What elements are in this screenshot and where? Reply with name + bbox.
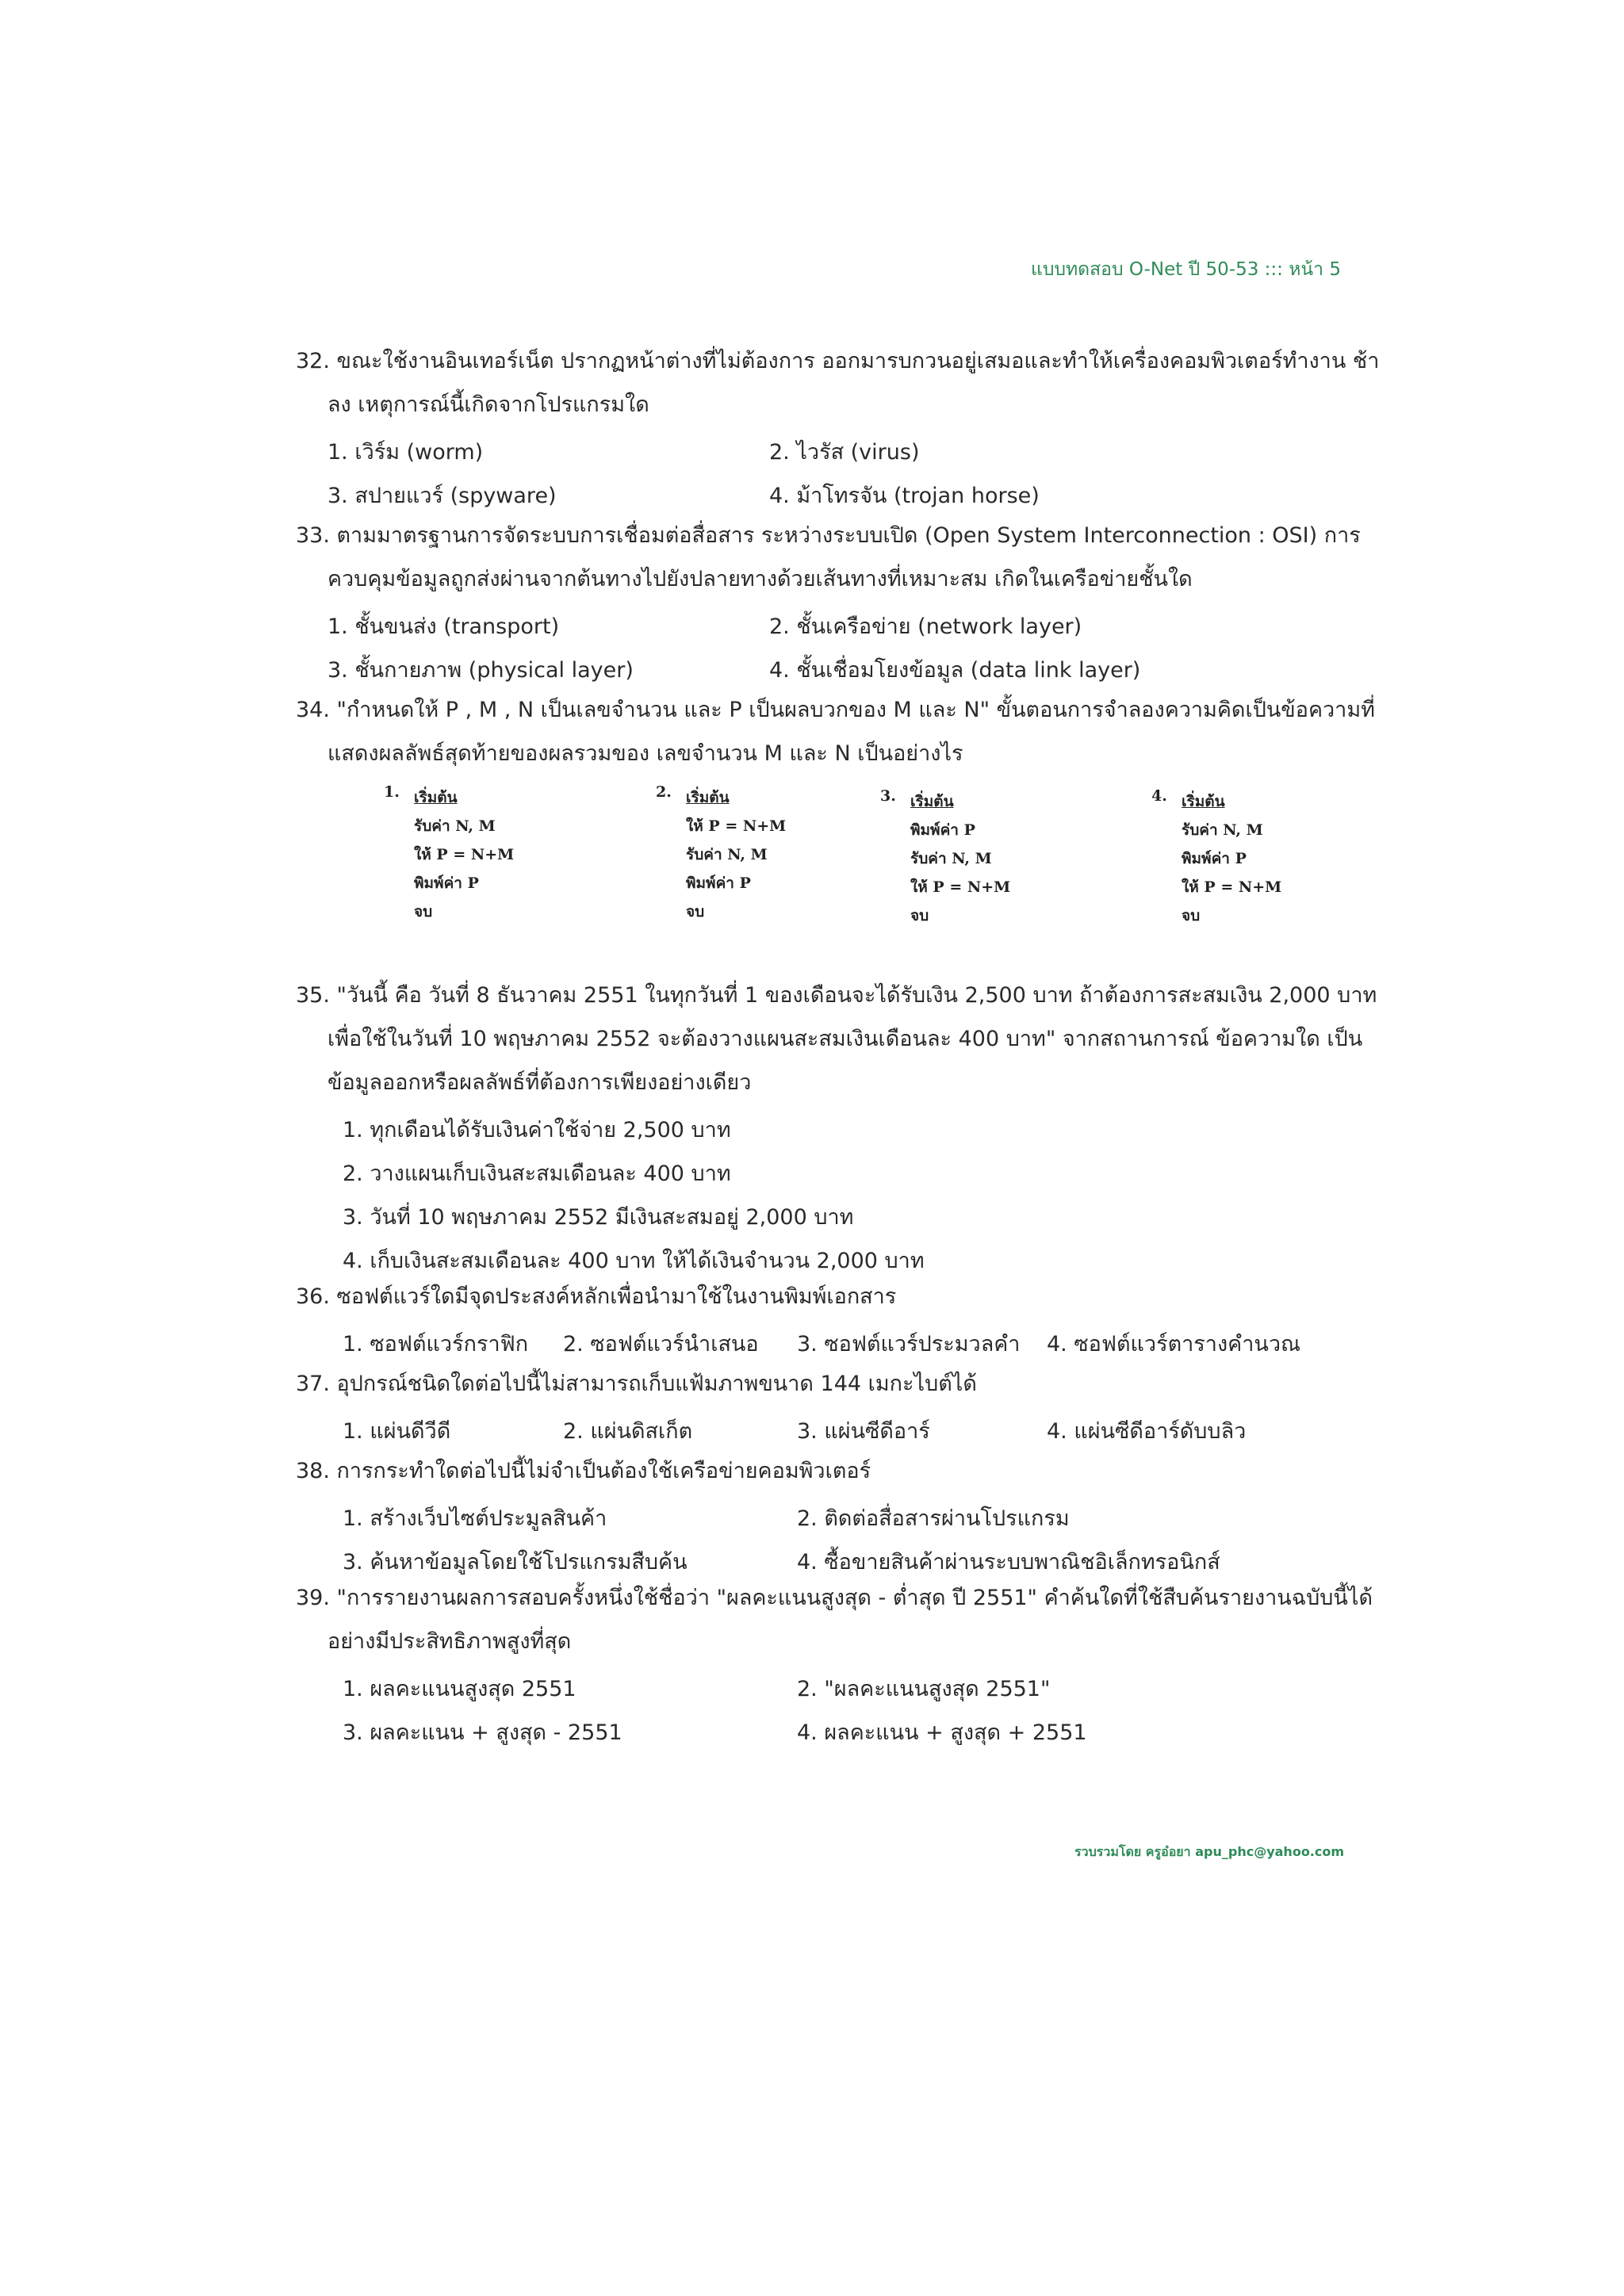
flowchart-step: รับค่า N, M — [910, 850, 992, 867]
page-header: แบบทดสอบ O-Net ปี 50-53 ::: หน้า 5 — [1031, 259, 1341, 280]
question-39 — [296, 1576, 1373, 1663]
question-32-option-1: 1. เวิร์ม (worm) — [327, 440, 484, 465]
flowchart-step: จบ — [910, 907, 929, 924]
flowchart-step: พิมพ์ค่า P — [414, 874, 479, 892]
question-39-line-1: 39. "การรายงานผลการสอบครั้งหนึ่งใช้ชื่อว่า "ผลคะแนนสูงสุด - ต่ำสุด ปี 2551" คำค้นใดที่ใช้สืบค้นรายงานฉบับนี้ได้ — [296, 1586, 1373, 1610]
flowchart-step: ให้ P = N+M — [1182, 878, 1282, 896]
question-39-option-4: 4. ผลคะแนน + สูงสุด + 2551 — [797, 1720, 1087, 1745]
flowchart-option-1 — [384, 783, 515, 926]
flowchart-step: รับค่า N, M — [1182, 821, 1263, 839]
question-37-option-3: 3. แผ่นซีดีอาร์ — [797, 1419, 930, 1444]
question-33-option-2: 2. ชั้นเครือข่าย (network layer) — [769, 614, 1082, 639]
flowchart-step: เริ่มต้น — [686, 789, 730, 806]
page-footer: รวบรวมโดย ครูอ๋อยา apu_phc@yahoo.com — [1074, 1844, 1345, 1859]
question-33-line-1: 33. ตามมาตรฐานการจัดระบบการเชื่อมต่อสื่อสาร ระหว่างระบบเปิด (Open System Interconnection : OSI) การ — [296, 523, 1361, 548]
flowchart-step: พิมพ์ค่า P — [910, 821, 975, 839]
question-32-option-2: 2. ไวรัส (virus) — [769, 440, 920, 465]
question-39-option-2: 2. "ผลคะแนนสูงสุด 2551" — [797, 1677, 1051, 1701]
question-35-option-3: 3. วันที่ 10 พฤษภาคม 2552 มีเงินสะสมอยู่ 2,000 บาท — [343, 1205, 854, 1230]
question-35-option-2: 2. วางแผนเก็บเงินสะสมเดือนละ 400 บาท — [343, 1161, 731, 1186]
flowchart-step: เริ่มต้น — [1182, 793, 1225, 810]
flowchart-step: เริ่มต้น — [910, 793, 954, 810]
question-37 — [296, 1362, 1327, 1406]
question-32-line-2: ลง เหตุการณ์นี้เกิดจากโปรแกรมใด — [327, 392, 649, 417]
question-32-option-3: 3. สปายแวร์ (spyware) — [327, 484, 557, 508]
flowchart-step: ให้ P = N+M — [910, 878, 1011, 896]
question-38-option-3: 3. ค้นหาข้อมูลโดยใช้โปรแกรมสืบค้น — [343, 1550, 688, 1575]
flowchart-step: ให้ P = N+M — [686, 817, 787, 835]
flowchart-step: รับค่า N, M — [686, 846, 768, 863]
question-35-line-3: ข้อมูลออกหรือผลลัพธ์ที่ต้องการเพียงอย่างเดียว — [327, 1070, 752, 1095]
question-39-option-3: 3. ผลคะแนน + สูงสุด - 2551 — [343, 1720, 622, 1745]
question-35-option-4: 4. เก็บเงินสะสมเดือนละ 400 บาท ให้ได้เงินจำนวน 2,000 บาท — [343, 1249, 925, 1273]
question-38-line-1: 38. การกระทำใดต่อไปนี้ไม่จำเป็นต้องใช้เครือข่ายคอมพิวเตอร์ — [296, 1459, 871, 1483]
question-34-line-1: 34. "กำหนดให้ P , M , N เป็นเลขจำนวน และ P เป็นผลบวกของ M และ N" ขั้นตอนการจำลองความคิดเป็นข้อความที่ — [296, 698, 1375, 722]
flowchart-step: พิมพ์ค่า P — [1182, 850, 1247, 867]
flowchart-option-3-number: 3. — [880, 787, 896, 805]
question-32-line-1: 32. ขณะใช้งานอินเทอร์เน็ต ปรากฏหน้าต่างที่ไม่ต้องการ ออกมารบกวนอยู่เสมอและทำให้เครื่องคอมพิวเตอร์ทำงาน ช้า — [296, 349, 1380, 373]
question-37-option-1: 1. แผ่นดีวีดี — [343, 1419, 451, 1444]
flowchart-option-1-number: 1. — [384, 783, 400, 801]
question-35 — [296, 974, 1377, 1104]
flowchart-step: ให้ P = N+M — [414, 846, 515, 863]
flowchart-option-3 — [880, 787, 1011, 930]
question-36-option-3: 3. ซอฟต์แวร์ประมวลคำ — [797, 1332, 1021, 1357]
question-33 — [296, 514, 1361, 601]
question-33-option-3: 3. ชั้นกายภาพ (physical layer) — [327, 658, 634, 683]
question-35-line-2: เพื่อใช้ในวันที่ 10 พฤษภาคม 2552 จะต้องวางแผนสะสมเงินเดือนละ 400 บาท" จากสถานการณ์ ข้อความใด เป็น — [327, 1027, 1363, 1051]
flowchart-step: จบ — [414, 903, 433, 920]
question-37-option-2: 2. แผ่นดิสเก็ต — [563, 1419, 693, 1444]
question-34 — [296, 688, 1375, 775]
question-39-option-1: 1. ผลคะแนนสูงสุด 2551 — [343, 1677, 576, 1701]
question-38 — [296, 1449, 1327, 1493]
question-33-option-4: 4. ชั้นเชื่อมโยงข้อมูล (data link layer) — [769, 658, 1141, 683]
question-39-line-2: อย่างมีประสิทธิภาพสูงที่สุด — [327, 1629, 572, 1654]
flowchart-step: รับค่า N, M — [414, 817, 496, 835]
question-35-line-1: 35. "วันนี้ คือ วันที่ 8 ธันวาคม 2551 ในทุกวันที่ 1 ของเดือนจะได้รับเงิน 2,500 บาท ถ้าต้องการสะสมเงิน 2,000 บาท — [296, 983, 1377, 1008]
question-32-option-4: 4. ม้าโทรจัน (trojan horse) — [769, 484, 1040, 508]
flowchart-option-2-number: 2. — [656, 783, 672, 801]
flowchart-step: จบ — [1182, 907, 1201, 924]
question-32 — [296, 339, 1380, 427]
question-37-option-4: 4. แผ่นซีดีอาร์ดับบลิว — [1047, 1419, 1247, 1444]
flowchart-option-4-number: 4. — [1151, 787, 1167, 805]
flowchart-step: เริ่มต้น — [414, 789, 458, 806]
question-37-line-1: 37. อุปกรณ์ชนิดใดต่อไปนี้ไม่สามารถเก็บแฟ้มภาพขนาด 144 เมกะไบต์ได้ — [296, 1372, 977, 1396]
flowchart-option-2 — [656, 783, 787, 926]
question-38-option-1: 1. สร้างเว็บไซต์ประมูลสินค้า — [343, 1506, 607, 1531]
question-36-option-4: 4. ซอฟต์แวร์ตารางคำนวณ — [1047, 1332, 1301, 1357]
flowchart-step: พิมพ์ค่า P — [686, 874, 751, 892]
flowchart-step: จบ — [686, 903, 705, 920]
question-36-line-1: 36. ซอฟต์แวร์ใดมีจุดประสงค์หลักเพื่อนำมาใช้ในงานพิมพ์เอกสาร — [296, 1284, 897, 1309]
question-35-option-1: 1. ทุกเดือนได้รับเงินค่าใช้จ่าย 2,500 บาท — [343, 1118, 731, 1142]
question-34-line-2: แสดงผลลัพธ์สุดท้ายของผลรวมของ เลขจำนวน M และ N เป็นอย่างไร — [327, 741, 963, 766]
question-36-option-2: 2. ซอฟต์แวร์นำเสนอ — [563, 1332, 759, 1357]
flowchart-option-4 — [1151, 787, 1282, 930]
question-38-option-4: 4. ซื้อขายสินค้าผ่านระบบพาณิชอิเล็กทรอนิกส์ — [797, 1550, 1220, 1575]
question-36-option-1: 1. ซอฟต์แวร์กราฟิก — [343, 1332, 529, 1357]
question-33-line-2: ควบคุมข้อมูลถูกส่งผ่านจากต้นทางไปยังปลายทางด้วยเส้นทางที่เหมาะสม เกิดในเครือข่ายชั้นใด — [327, 567, 1193, 591]
question-36 — [296, 1275, 1327, 1318]
question-33-option-1: 1. ชั้นขนส่ง (transport) — [327, 614, 560, 639]
question-38-option-2: 2. ติดต่อสื่อสารผ่านโปรแกรม — [797, 1506, 1070, 1531]
